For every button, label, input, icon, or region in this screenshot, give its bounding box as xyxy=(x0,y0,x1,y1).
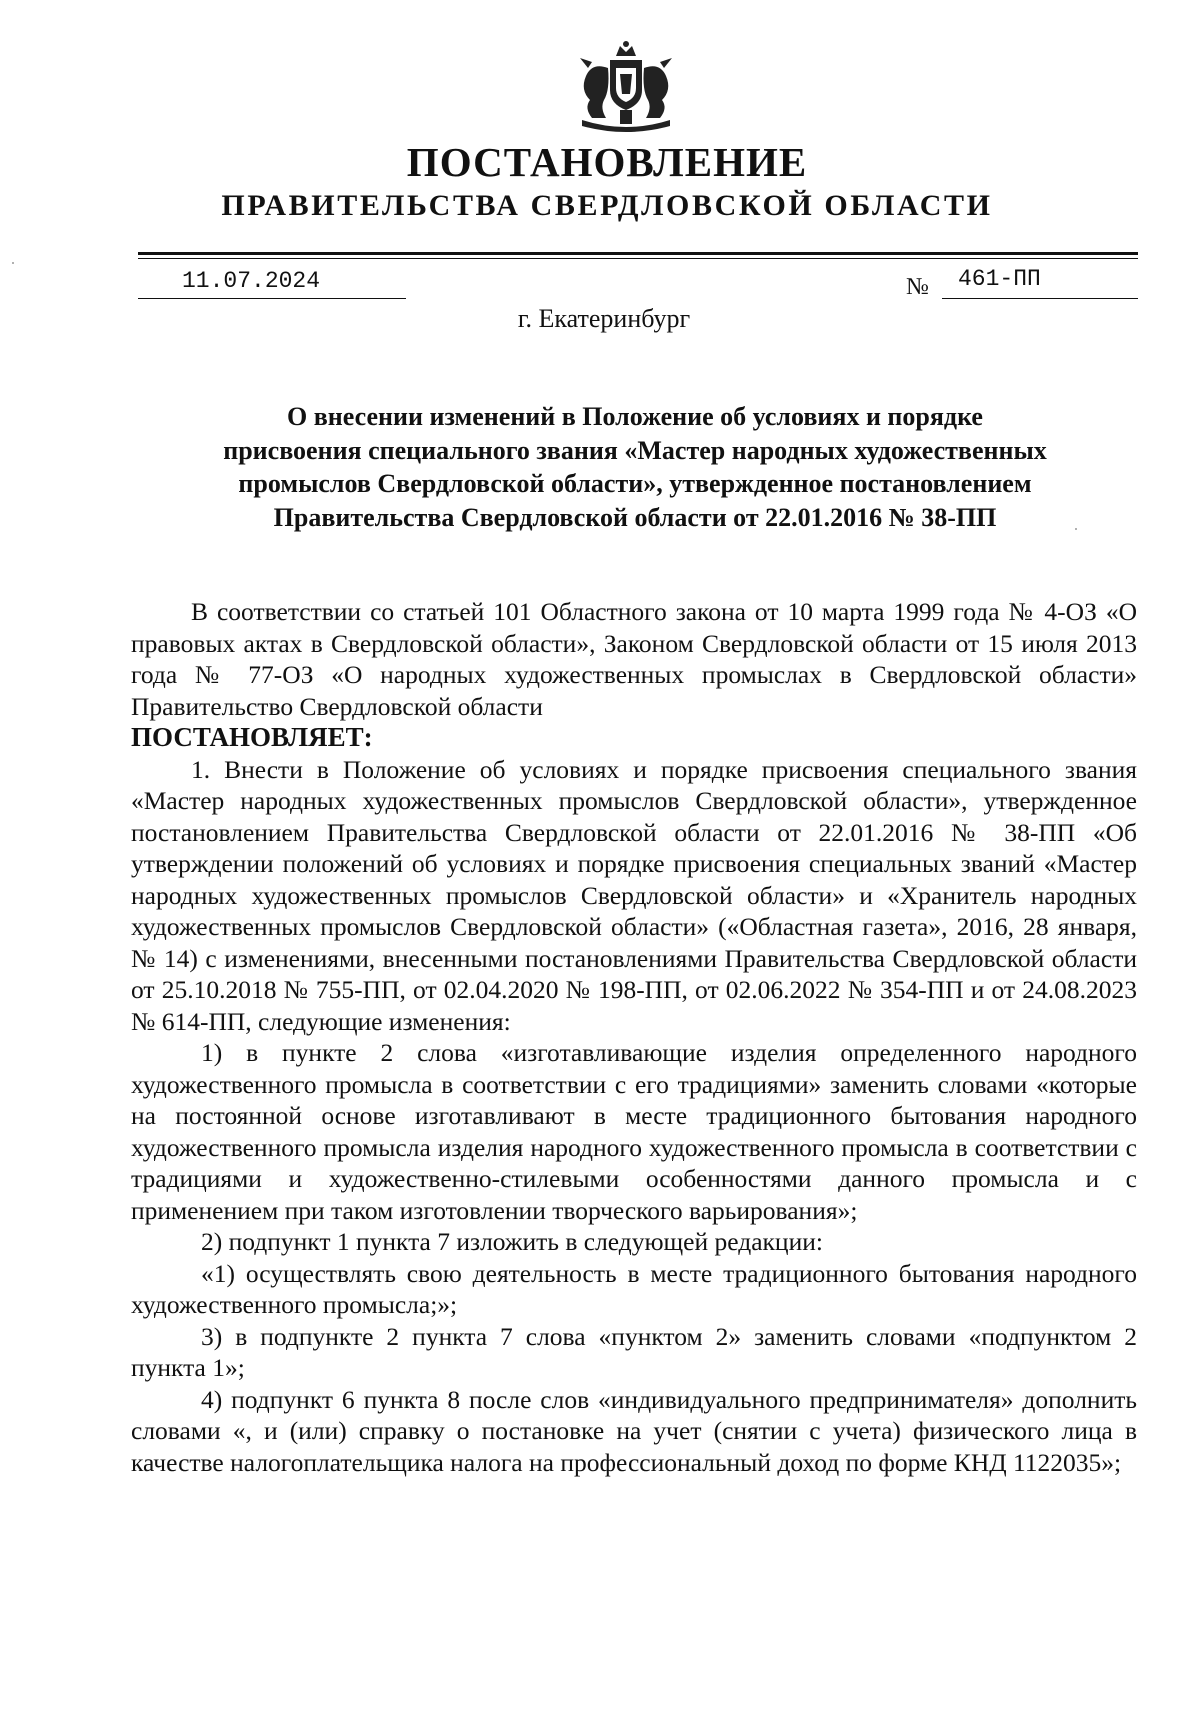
date-underline xyxy=(138,298,406,299)
document-number: 461-ПП xyxy=(958,266,1041,292)
document-date: 11.07.2024 xyxy=(182,268,321,294)
body-paragraph: 3) в подпункте 2 пункта 7 слова «пунктом 2» заменить словами «подпунктом 2 пункта 1»; xyxy=(131,1321,1137,1382)
number-underline xyxy=(942,298,1138,299)
document-type-title: ПОСТАНОВЛЕНИЕ xyxy=(406,139,808,185)
number-sign: № xyxy=(906,274,929,300)
scan-speck xyxy=(1075,528,1077,530)
document-title-line: присвоения специального звания «Мастер народных художественных xyxy=(223,435,1047,465)
header-rule-thin xyxy=(138,258,1138,259)
decree-word: ПОСТАНОВЛЯЕТ: xyxy=(131,722,373,752)
document-title-line: промыслов Свердловской области», утвержденное постановлением xyxy=(238,469,1032,498)
scan-speck xyxy=(12,262,14,264)
body-paragraph: 1. Внести в Положение об условиях и порядке присвоения специального звания «Мастер народных художественных промыслов Свердловской области», утвержденное постановлением Правительства Свердловской области от 22.01.2016 № 38-ПП «Об утверждении положений об условиях и порядке присвоения специальных званий «Мастер народных художественных промыслов Свердловской области» и «Хранитель народных художественных промыслов Свердловской области» («Областная газета», 2016, 28 января, № 14) с изменениями, внесенными постановлениями Правительства Свердловской области от 25.10.2018 № 755-ПП, от 02.04.2020 № 198-ПП, от 02.06.2022 № 354-ПП и от 24.08.2023 № 614-ПП, следующие изменения: xyxy=(131,754,1137,1036)
header-rule-thick xyxy=(138,252,1138,255)
body-paragraph: 4) подпункт 6 пункта 8 после слов «индивидуального предпринимателя» дополнить словами «, и (или) справку о постановке на учет (снятии с учета) физического лица в качестве налогоплательщика налога на профессиональный доход по форме КНД 1122035»; xyxy=(131,1384,1137,1477)
document-title-line: О внесении изменений в Положение об условиях и порядке xyxy=(287,402,983,431)
issuer-title: ПРАВИТЕЛЬСТВА СВЕРДЛОВСКОЙ ОБЛАСТИ xyxy=(221,189,993,222)
body-paragraph: 2) подпункт 1 пункта 7 изложить в следующей редакции: xyxy=(201,1227,823,1256)
document-body xyxy=(131,596,1137,1478)
body-paragraph: 1) в пункте 2 слова «изготавливающие изделия определенного народного художественного промысла в соответствии с его традициями» заменить словами «которые на постоянной основе изготавливают в месте традиционного бытования народного художественного промысла изделия народного художественного промысла в соответствии с традициями и художественно-стилевыми особенностями данного промысла и с применением при таком изготовлении творческого варьирования»; xyxy=(131,1038,1137,1225)
document-city: г. Екатеринбург xyxy=(517,304,691,333)
body-paragraph: «1) осуществлять свою деятельность в месте традиционного бытования народного художественного промысла;»; xyxy=(131,1258,1137,1319)
preamble-paragraph: В соответствии со статьей 101 Областного закона от 10 марта 1999 года № 4-ОЗ «О правовых актах в Свердловской области», Законом Свердловской области от 15 июля 2013 года № 77-ОЗ «О народных художественных промыслах в Свердловской области» Правительство Свердловской области xyxy=(131,597,1137,721)
coat-of-arms-emblem xyxy=(570,38,682,136)
document-title-line: Правительства Свердловской области от 22.01.2016 № 38-ПП xyxy=(273,502,997,532)
document-title xyxy=(130,400,1140,534)
